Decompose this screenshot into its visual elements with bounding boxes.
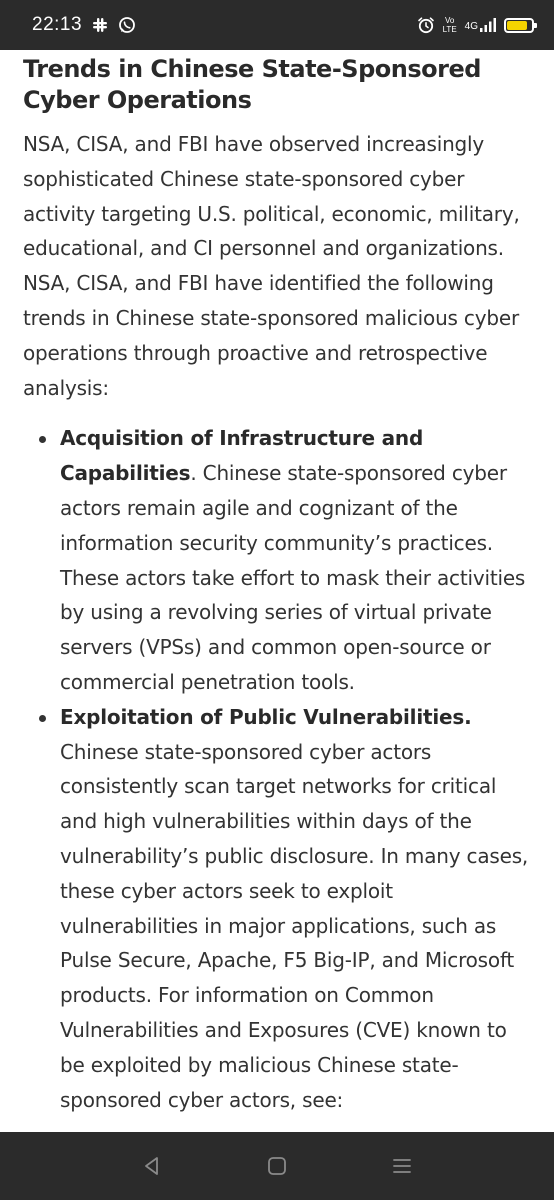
status-time: 22:13 — [32, 14, 83, 35]
volte-bottom: LTE — [442, 25, 457, 34]
article-content — [23, 54, 535, 1117]
whatsapp-icon — [118, 16, 136, 34]
network-type: 4G — [464, 21, 478, 32]
status-bar — [0, 0, 554, 50]
signal-indicator — [465, 18, 496, 32]
slack-icon — [92, 17, 108, 33]
battery-fill — [507, 21, 527, 30]
back-triangle-icon — [141, 1155, 163, 1177]
bullet-body: . Chinese state-sponsored cyber actors remain agile and cognizant of the information security community’s practices. These actors take effort to mask their activities by using a revolving series of virtual private servers (VPSs) and common open-source or commercial penetration tools. — [60, 461, 526, 694]
home-square-icon — [266, 1155, 288, 1177]
bullet-title: Acquisition of Infrastructure and Capabilities — [60, 426, 424, 486]
bullet-body: Chinese state-sponsored cyber actors consistently scan target networks for critical and high vulnerabilities within days of the vulnerability’s public disclosure. In many cases, these cyber actors seek to exploit vulnerabilities in major applications, such as Pulse Secure, Apache, F5 Big-IP, and Microsoft products. For information on Common Vulnerabilities and Exposures (CVE) known to be exploited by malicious Chinese state-sponsored cyber actors, see: — [60, 739, 529, 1112]
home-button[interactable] — [257, 1146, 297, 1186]
alarm-icon — [417, 16, 435, 34]
battery-icon — [504, 18, 534, 33]
list-item — [23, 421, 535, 699]
article-heading: Trends in Chinese State-Sponsored Cyber Operations — [23, 55, 481, 114]
recents-menu-button[interactable] — [382, 1146, 422, 1186]
menu-lines-icon — [391, 1155, 413, 1177]
list-item — [23, 700, 535, 1118]
status-right — [417, 16, 534, 34]
bullet-title: Exploitation of Public Vulnerabilities. — [60, 704, 472, 729]
signal-bars-icon — [480, 18, 496, 32]
trend-list — [23, 421, 535, 1117]
bullet-dot-icon — [39, 436, 46, 443]
status-left — [32, 14, 136, 36]
volte-indicator — [443, 16, 457, 34]
article-intro: NSA, CISA, and FBI have observed increasingly sophisticated Chinese state-sponsored cyber activity targeting U.S. political, economic, military, educational, and CI personnel and organizations. NSA, CISA, and FBI have identified the following trends in Chinese state-sponsored malicious cyber operations through proactive and retrospective analysis: — [23, 132, 520, 400]
volte-top: Vo — [444, 16, 455, 25]
navigation-bar — [0, 1132, 554, 1200]
back-button[interactable] — [132, 1146, 172, 1186]
bullet-dot-icon — [39, 715, 46, 722]
